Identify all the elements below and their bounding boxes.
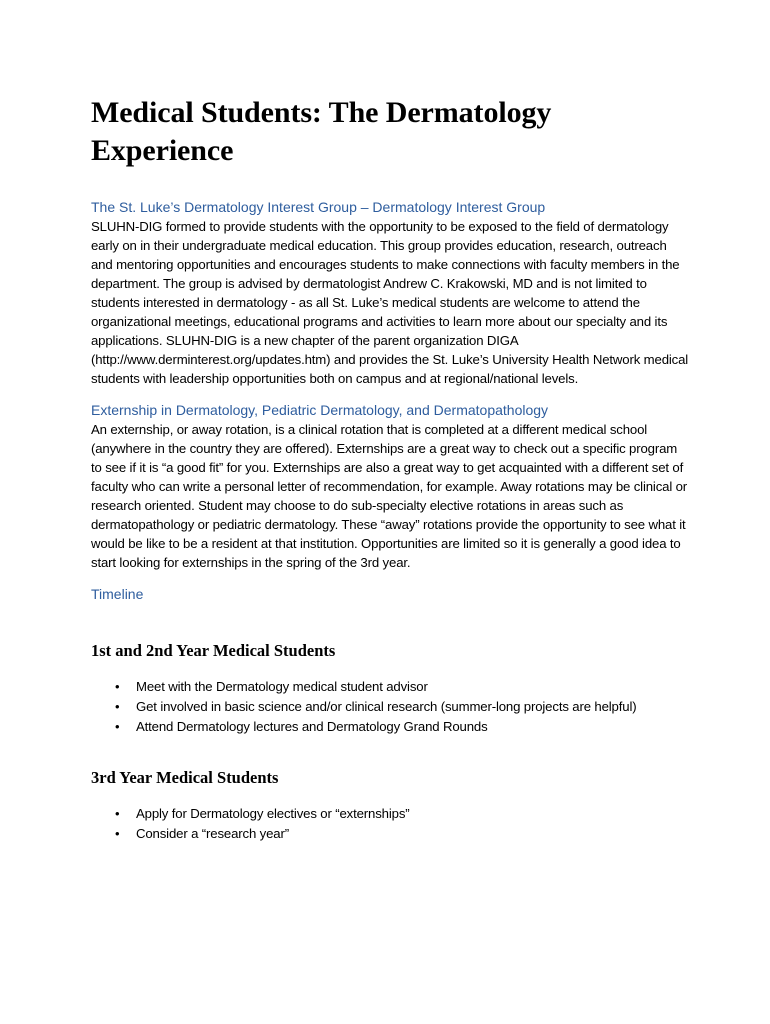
list-item — [91, 677, 690, 697]
bullet-icon: • — [115, 719, 120, 734]
list-item-text: Attend Dermatology lectures and Dermatology Grand Rounds — [136, 719, 488, 734]
list-item-text: Get involved in basic science and/or clinical research (summer-long projects are helpful) — [136, 699, 637, 714]
timeline-heading: Timeline — [91, 586, 144, 602]
timeline-list-year-1-2 — [91, 677, 690, 737]
list-item — [91, 697, 690, 717]
timeline-list-year-3 — [91, 804, 690, 844]
section-heading-externship: Externship in Dermatology, Pediatric Dermatology, and Dermatopathology — [91, 402, 549, 418]
section-heading-interest-group: The St. Luke’s Dermatology Interest Group – Dermatology Interest Group — [91, 199, 546, 215]
section-body-interest-group: SLUHN-DIG formed to provide students with the opportunity to be exposed to the field of dermatology early on in their undergraduate medical education. This group provides education, research, outreach and mentoring opportunities and encourages students to make connections with faculty members in the department. The group is advised by dermatologist Andrew C. Krakowski, MD and is not limited to students interested in dermatology - as all St. Luke’s medical students are welcome to attend the organizational meetings, educational programs and activities to learn more about our specialty and its applications. SLUHN-DIG is a new chapter of the parent organization DIGA (http://www.derminterest.org/updates.htm) and provides the St. Luke’s University Health Network medical students with leadership opportunities both on campus and at regional/national levels. — [91, 219, 689, 386]
section-body-externship: An externship, or away rotation, is a clinical rotation that is completed at a different medical school (anywhere in the country they are offered). Externships are a great way to check out a specific program to see if it is “a good fit” for you. Externships are also a great way to get acquainted with a different set of faculty who can write a personal letter of recommendation, for example. Away rotations may be clinical or research oriented. Student may choose to do sub-specialty elective rotations in areas such as dermatopathology or pediatric dermatology. These “away” rotations provide the opportunity to see what it would be like to be a resident at that institution. Opportunities are limited so it is generally a good idea to start looking for externships in the spring of the 3rd year. — [91, 422, 688, 570]
timeline-group-title-year-3: 3rd Year Medical Students — [91, 768, 279, 787]
bullet-icon: • — [115, 679, 120, 694]
list-item — [91, 804, 690, 824]
bullet-icon: • — [115, 806, 120, 821]
bullet-icon: • — [115, 826, 120, 841]
list-item — [91, 824, 690, 844]
list-item — [91, 717, 690, 737]
bullet-icon: • — [115, 699, 120, 714]
page-title: Medical Students: The Dermatology Experience — [91, 96, 552, 167]
list-item-text: Meet with the Dermatology medical student advisor — [136, 679, 428, 694]
list-item-text: Consider a “research year” — [136, 826, 289, 841]
list-item-text: Apply for Dermatology electives or “externships” — [136, 806, 410, 821]
timeline-group-title-year-1-2: 1st and 2nd Year Medical Students — [91, 641, 336, 660]
